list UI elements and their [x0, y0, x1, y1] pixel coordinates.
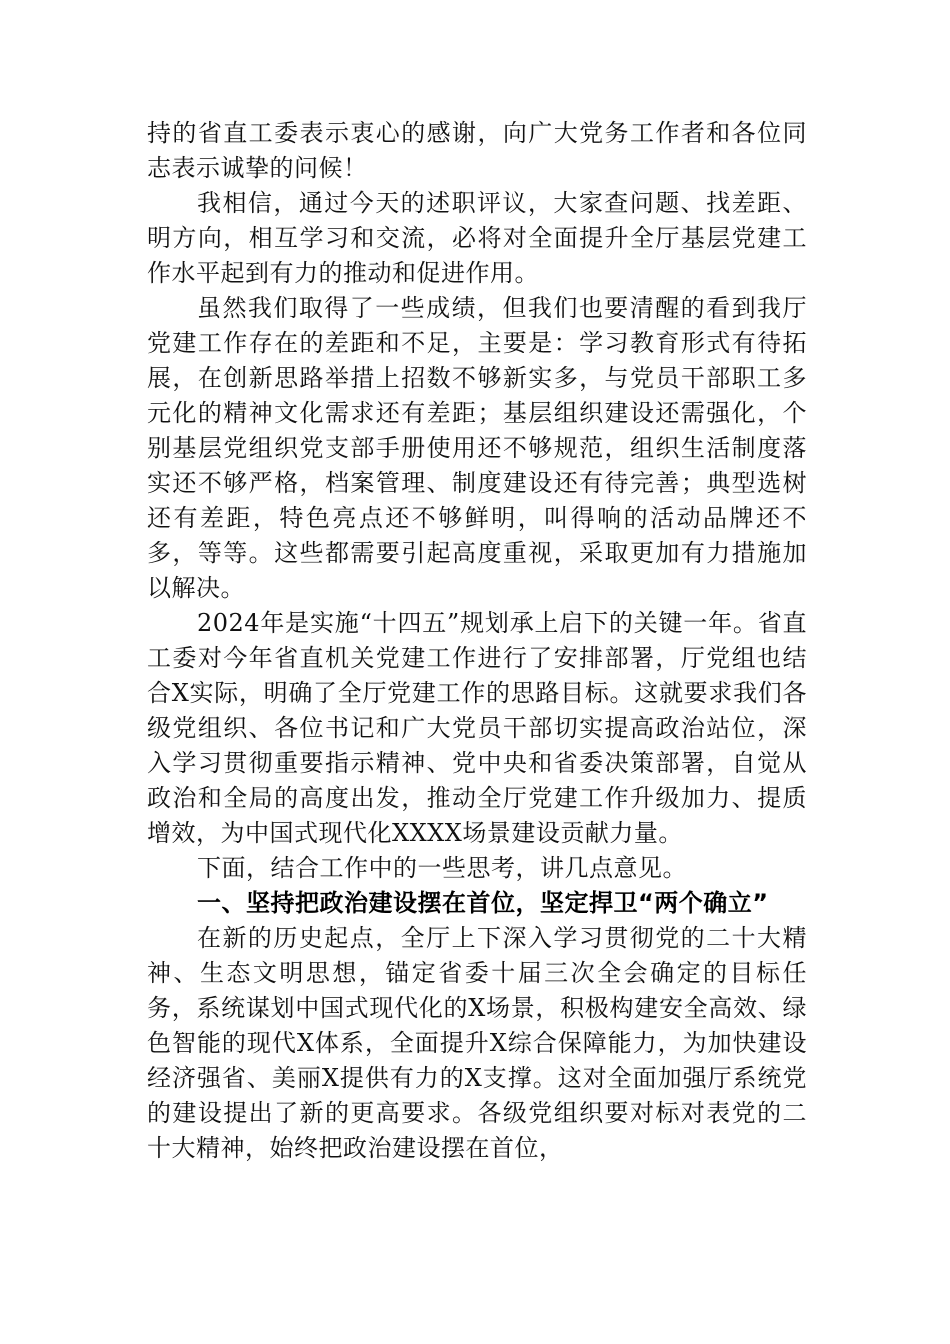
paragraph-2024-plan: 2024年是实施“十四五”规划承上启下的关键一年。省直工委对今年省直机关党建工作进行了安排部署，厅党组也结合X实际，明确了全厅党建工作的思路目标。这就要求我们各级党组织、各位书记和广大党员干部切实提高政治站位，深入学习贯彻重要指示精神、党中央和省委决策部署，自觉从政治和全局的高度出发，推动全厅党建工作升级加力、提质增效，为中国式现代化XXXX场景建设贡献力量。 [147, 609, 807, 847]
section-heading-1: 一、坚持把政治建设摆在首位，坚定捍卫“两个确立” [197, 889, 769, 917]
paragraph-political-building: 在新的历史起点，全厅上下深入学习贯彻党的二十大精神、生态文明思想，锚定省委十届三次全会确定的目标任务，系统谋划中国式现代化的X场景，积极构建安全高效、绿色智能的现代X体系，全面提升X综合保障能力，为加快建设经济强省、美丽X提供有力的X支撑。这对全面加强厅系统党的建设提出了新的更高要求。各级党组织要对标对表党的二十大精神，始终把政治建设摆在首位， [147, 924, 807, 1162]
paragraph-shortcomings: 虽然我们取得了一些成绩，但我们也要清醒的看到我厅党建工作存在的差距和不足，主要是：学习教育形式有待拓展，在创新思路举措上招数不够新实多，与党员干部职工多元化的精神文化需求还有差距；基层组织建设还需强化，个别基层党组织党支部手册使用还不够规范，组织生活制度落实还不够严格，档案管理、制度建设还有待完善；典型选树还有差距，特色亮点还不够鲜明，叫得响的活动品牌还不多，等等。这些都需要引起高度重视，采取更加有力措施加以解决。 [147, 294, 807, 602]
paragraph-intro-opinions: 下面，结合工作中的一些思考，讲几点意见。 [197, 854, 687, 882]
document-body [147, 116, 807, 1166]
paragraph-evaluation: 我相信，通过今天的述职评议，大家查问题、找差距、明方向，相互学习和交流，必将对全面提升全厅基层党建工作水平起到有力的推动和促进作用。 [147, 189, 807, 287]
paragraph-continuation: 持的省直工委表示衷心的感谢，向广大党务工作者和各位同志表示诚挚的问候！ [147, 119, 807, 182]
